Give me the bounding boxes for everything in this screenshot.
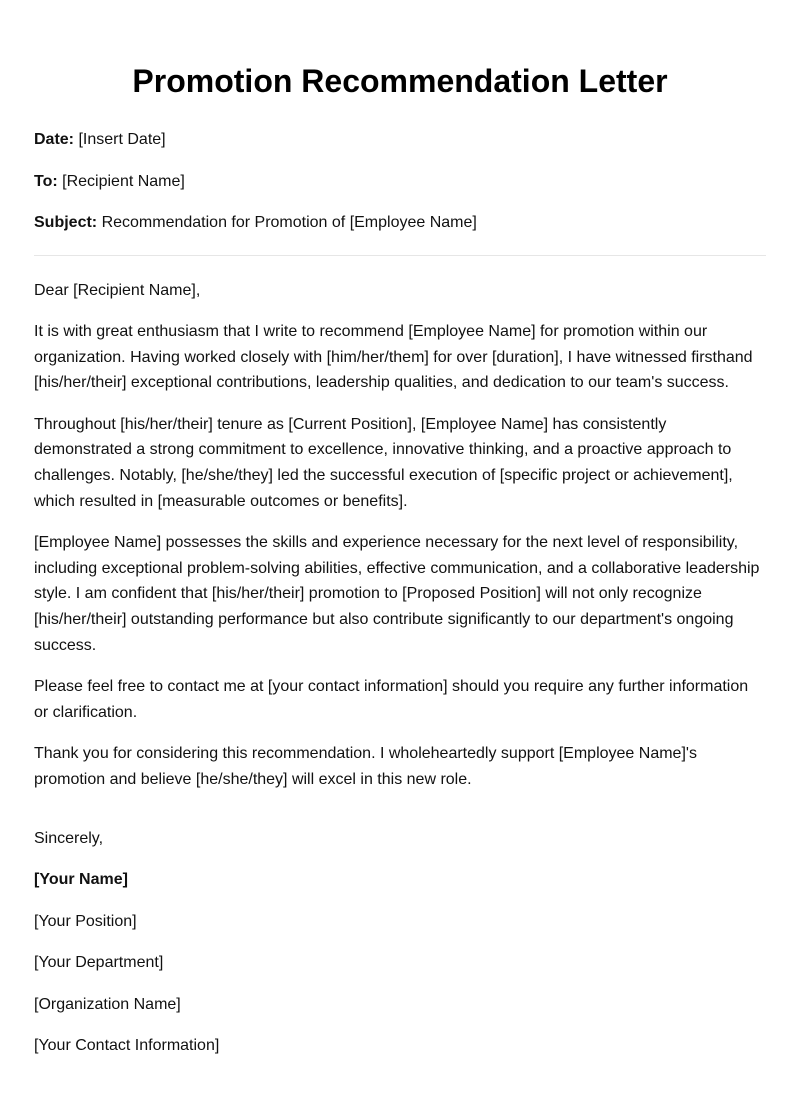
- letter-header: [34, 130, 766, 233]
- page-title: Promotion Recommendation Letter: [132, 63, 668, 99]
- salutation: Dear [Recipient Name],: [34, 281, 201, 299]
- to-value: [Recipient Name]: [57, 172, 185, 190]
- to-line: [34, 172, 766, 192]
- letter-body: [34, 278, 766, 793]
- signer-department: [Your Department]: [34, 954, 164, 972]
- subject-label: Subject:: [34, 214, 98, 231]
- body-paragraph: [Employee Name] possesses the skills and experience necessary for the next level of responsibility, including exceptional problem-solving abilities, effective communication, and a collaborative leadership style. I am confident that [his/her/their] promotion to [Proposed Position] will not only recognize [his/her/their] outstanding performance but also contribute significantly to our department's ongoing success.: [34, 534, 760, 654]
- body-paragraph: Throughout [his/her/their] tenure as [Current Position], [Employee Name] has consistently demonstrated a strong commitment to excellence, innovative thinking, and a proactive approach to challenges. Notably, [he/she/they] led the successful execution of [specific project or achievement], which resulted in [measurable outcomes or benefits].: [34, 415, 733, 510]
- date-label: Date:: [34, 131, 75, 148]
- body-paragraph: It is with great enthusiasm that I write to recommend [Employee Name] for promotion within our organization. Having worked closely with [him/her/them] for over [duration], I have witnessed firsthand [his/her/their] exceptional contributions, leadership qualities, and dedication to our team's success.: [34, 323, 753, 392]
- header-divider: [34, 255, 766, 256]
- subject-value: Recommendation for Promotion of [Employee Name]: [97, 214, 477, 231]
- body-paragraph: Please feel free to contact me at [your contact information] should you require any further information or clarification.: [34, 678, 749, 721]
- signer-position: [Your Position]: [34, 912, 137, 930]
- date-value: [Insert Date]: [74, 131, 166, 148]
- signer-name: [Your Name]: [34, 871, 128, 889]
- letter-closing: [34, 829, 766, 1057]
- to-label: To:: [34, 172, 58, 190]
- signer-contact: [Your Contact Information]: [34, 1037, 220, 1055]
- date-line: [34, 130, 766, 150]
- body-paragraph: Thank you for considering this recommendation. I wholeheartedly support [Employee Name]'s promotion and believe [he/she/they] will excel in this new role.: [34, 745, 697, 788]
- valediction: Sincerely,: [34, 829, 104, 847]
- signer-organization: [Organization Name]: [34, 995, 181, 1013]
- subject-line: [34, 213, 766, 233]
